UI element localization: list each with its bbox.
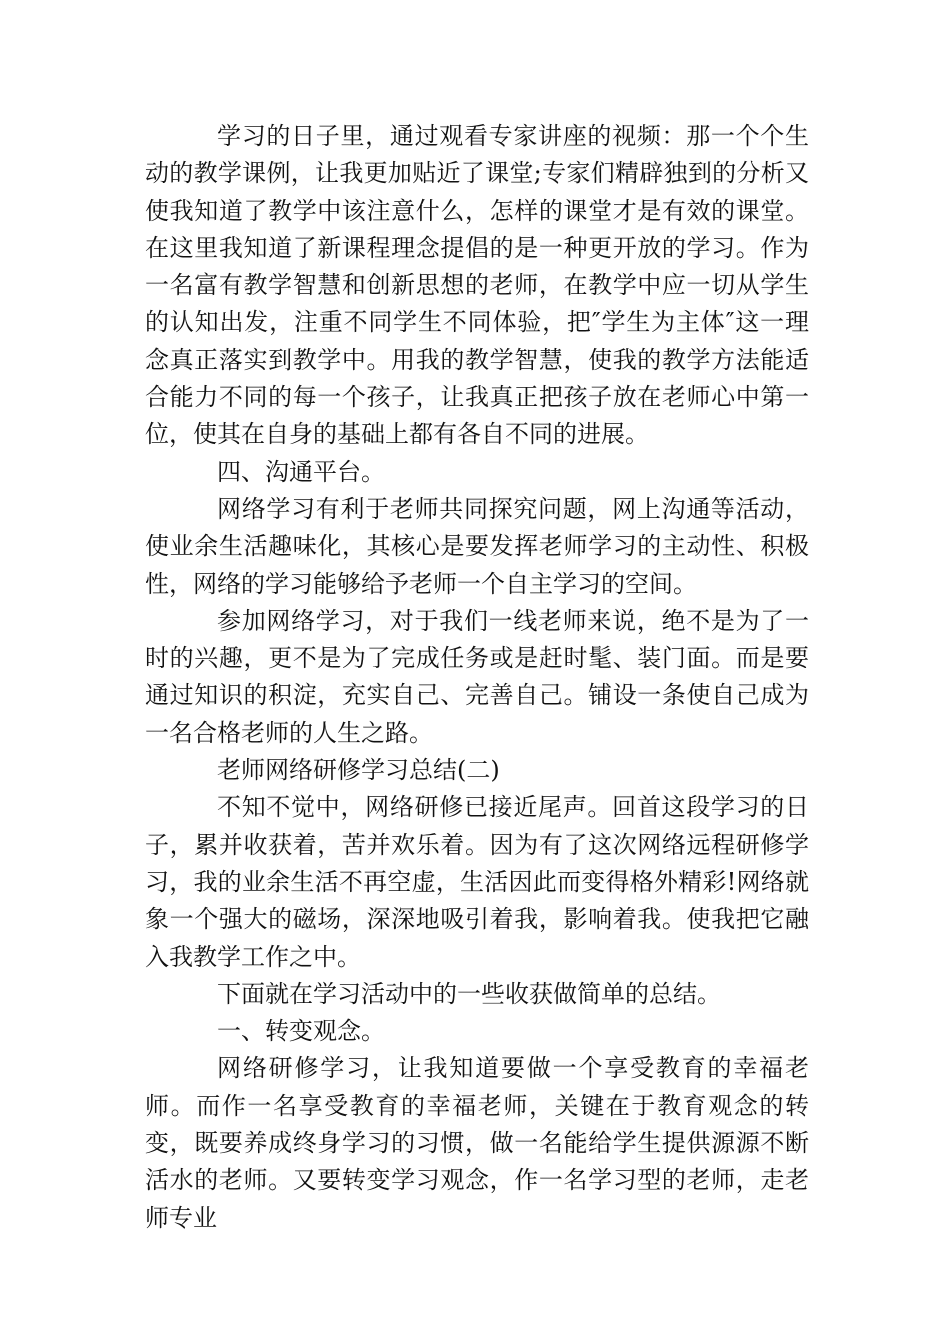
paragraph-4: 不知不觉中，网络研修已接近尾声。回首这段学习的日子，累并收获着，苦并欢乐着。因为有了这次网络远程研修学习，我的业余生活不再空虚，生活因此而变得格外精彩!网络就象一个强大的磁场，深深地吸引着我，影响着我。使我把它融入我教学工作之中。 — [145, 793, 809, 971]
section-heading-1: 一、转变观念。 — [217, 1017, 385, 1046]
paragraph-3: 参加网络学习，对于我们一线老师来说，绝不是为了一时的兴趣，更不是为了完成任务或是赶时髦、装门面。而是要通过知识的积淀，充实自己、完善自己。铺设一条使自己成为一名合格老师的人生之路。 — [145, 606, 809, 747]
paragraph-5: 下面就在学习活动中的一些收获做简单的总结。 — [217, 979, 721, 1008]
section-heading-4: 四、沟通平台。 — [217, 457, 385, 486]
document-page — [145, 118, 809, 1237]
paragraph-6: 网络研修学习，让我知道要做一个享受教育的幸福老师。而作一名享受教育的幸福老师，关键在于教育观念的转变，既要养成终身学习的习惯，做一名能给学生提供源源不断活水的老师。又要转变学习观念，作一名学习型的老师，走老师专业 — [145, 1054, 809, 1232]
paragraph-1: 学习的日子里，通过观看专家讲座的视频：那一个个生动的教学课例，让我更加贴近了课堂;专家们精辟独到的分析又使我知道了教学中该注意什么，怎样的课堂才是有效的课堂。在这里我知道了新课程理念提倡的是一种更开放的学习。作为一名富有教学智慧和创新思想的老师，在教学中应一切从学生的认知出发，注重不同学生不同体验，把″学生为主体″这一理念真正落实到教学中。用我的教学智慧，使我的教学方法能适合能力不同的每一个孩子，让我真正把孩子放在老师心中第一位，使其在自身的基础上都有各自不同的进展。 — [145, 122, 809, 449]
paragraph-2: 网络学习有利于老师共同探究问题，网上沟通等活动，使业余生活趣味化，其核心是要发挥老师学习的主动性、积极性，网络的学习能够给予老师一个自主学习的空间。 — [145, 494, 809, 598]
summary-title-2: 老师网络研修学习总结(二) — [217, 756, 500, 785]
